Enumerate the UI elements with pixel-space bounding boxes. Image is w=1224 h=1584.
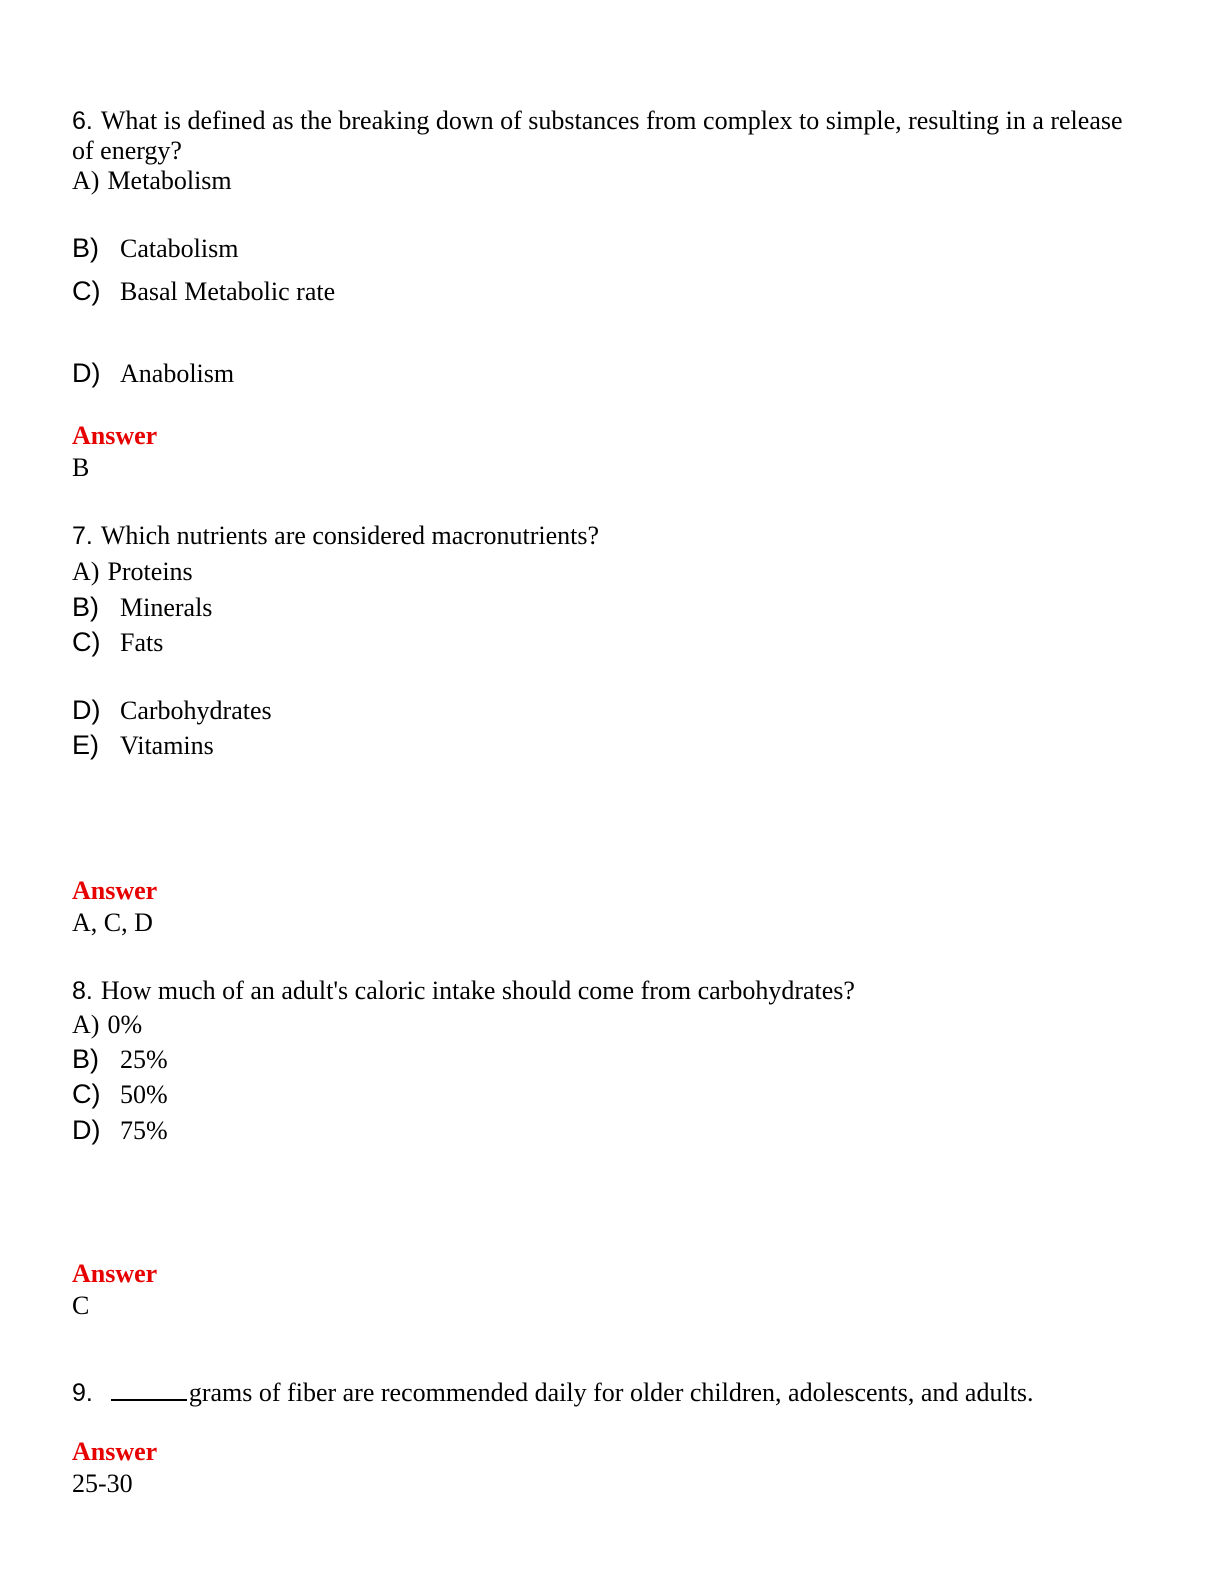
option-letter: B) (72, 592, 99, 622)
option-d (72, 1115, 168, 1146)
option-a (72, 557, 193, 587)
option-text: Carbohydrates (120, 696, 272, 725)
option-letter: C) (72, 276, 101, 306)
option-letter: B) (72, 233, 99, 263)
option-d (72, 695, 272, 726)
option-text: Anabolism (120, 359, 235, 388)
question-text: How much of an adult's caloric intake should come from carbohydrates? (100, 976, 855, 1005)
answer-label: Answer (72, 421, 158, 450)
option-letter: C) (72, 1079, 101, 1109)
question-number: 8. (72, 977, 93, 1005)
question-6 (72, 106, 1132, 166)
option-text: 0% (107, 1010, 143, 1039)
option-b (72, 233, 238, 264)
answer-label: Answer (72, 1259, 158, 1288)
answer-label: Answer (72, 1437, 158, 1466)
option-letter: E) (72, 730, 99, 760)
question-text: What is defined as the breaking down of substances from complex to simple, resulting in a release of energy? (72, 106, 1123, 165)
option-b (72, 1044, 168, 1075)
answer-value: B (72, 453, 90, 482)
option-text: Minerals (120, 593, 213, 622)
option-text: 25% (120, 1045, 168, 1074)
answer-value: A, C, D (72, 908, 153, 937)
answer-value: 25-30 (72, 1469, 133, 1498)
question-8 (72, 976, 855, 1006)
option-letter: C) (72, 627, 101, 657)
option-letter: D) (72, 358, 101, 388)
option-letter: A) (72, 1010, 100, 1039)
option-text: Proteins (107, 557, 193, 586)
question-number: 9. (72, 1379, 93, 1407)
option-text: Basal Metabolic rate (120, 277, 336, 306)
fill-in-blank (111, 1375, 187, 1401)
option-text: Fats (120, 628, 164, 657)
answer-value: C (72, 1291, 90, 1320)
question-text: Which nutrients are considered macronutrients? (100, 521, 599, 550)
option-letter: B) (72, 1044, 99, 1074)
option-d (72, 358, 234, 389)
option-text: Catabolism (120, 234, 239, 263)
option-b (72, 592, 212, 623)
option-text: 50% (120, 1080, 168, 1109)
answer-label: Answer (72, 876, 158, 905)
question-number: 7. (72, 522, 93, 550)
option-text: Vitamins (120, 731, 214, 760)
question-number: 6. (72, 107, 93, 135)
option-a (72, 166, 232, 196)
question-7 (72, 521, 599, 551)
option-text: 75% (120, 1116, 168, 1145)
option-c (72, 1079, 168, 1110)
option-e (72, 730, 214, 761)
question-9 (72, 1375, 1034, 1408)
option-c (72, 276, 335, 307)
option-letter: D) (72, 1115, 101, 1145)
option-c (72, 627, 163, 658)
option-letter: D) (72, 695, 101, 725)
option-a (72, 1010, 142, 1040)
question-text: grams of fiber are recommended daily for older children, adolescents, and adults. (188, 1378, 1034, 1407)
option-letter: A) (72, 166, 100, 195)
option-letter: A) (72, 557, 100, 586)
option-text: Metabolism (107, 166, 232, 195)
